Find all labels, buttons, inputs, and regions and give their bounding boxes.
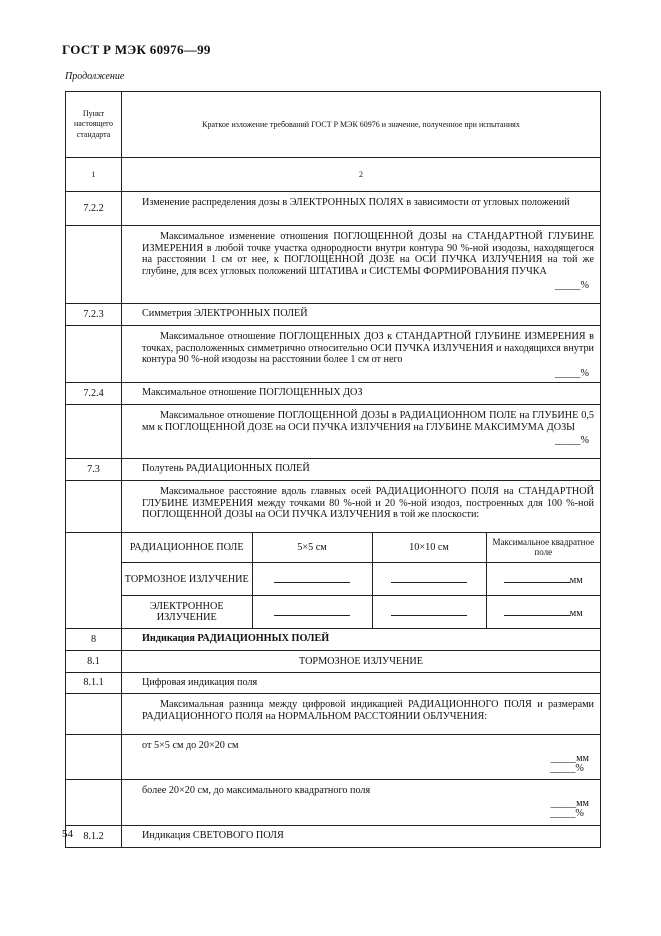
column-header-clause: Пункт настоящего стандарта (66, 92, 122, 158)
clause-number: 7.2.4 (66, 382, 122, 404)
result-field: _____% (555, 368, 589, 380)
requirement-text: Максимальное отношение ПОГЛОЩЕННЫХ ДОЗ к СТАНДАРТНОЙ ГЛУБИНЕ ИЗМЕРЕНИЯ в точках, расположенных симметрично относительно ОСИ ПУЧКА ИЗЛУЧЕНИЯ и находящихся внутри контура 90 %-ной изодозы на расстоянии более 1 см от него (142, 331, 594, 366)
table-row (66, 532, 601, 628)
result-field: _____% (555, 435, 589, 447)
clause-title: Максимальное отношение ПОГЛОЩЕННЫХ ДОЗ (122, 382, 601, 404)
table-row (66, 628, 601, 650)
document-header: ГОСТ Р МЭК 60976—99 (62, 42, 211, 57)
clause-number: 7.3 (66, 458, 122, 480)
table-row (66, 650, 601, 672)
penumbra-value-field (252, 563, 372, 596)
penumbra-header-5x5: 5×5 см (252, 533, 372, 563)
table-row (66, 672, 601, 693)
requirement-text: Максимальное расстояние вдоль главных осей РАДИАЦИОННОГО ПОЛЯ на СТАНДАРТНОЙ ГЛУБИНЕ ИЗМЕРЕНИЯ между точками 80 %-ной и 20 %-ной изодоз, построенных для 100 %-ной ПОГЛОЩЕННОЙ ДОЗЫ на ОСИ ПУЧКА ИЗЛУЧЕНИЯ в той же плоскости: (142, 485, 594, 521)
table-row (66, 734, 601, 779)
requirement-text: Максимальное изменение отношения ПОГЛОЩЕННОЙ ДОЗЫ на СТАНДАРТНОЙ ГЛУБИНЕ ИЗМЕРЕНИЯ в любой точке участка однородности внутри контура 90 %-ной изодозы, находящегося на расстоянии 1 см от нее, к ПОГЛОЩЕННОЙ ДОЗЕ на ОСИ ПУЧКА ИЗЛУЧЕНИЯ на той же глубине, для всех угловых положений ШТАТИВА и СИСТЕМЫ ФОРМИРОВАНИЯ ПУЧКА (142, 231, 594, 278)
result-field: _____мм _____% (549, 797, 589, 820)
penumbra-value-field (252, 596, 372, 628)
continuation-label: Продолжение (65, 71, 125, 82)
penumbra-header-10x10: 10×10 см (372, 533, 486, 563)
penumbra-value-field (372, 596, 486, 628)
table-row (66, 693, 601, 734)
range-label: более 20×20 см, до максимального квадратного поля (142, 784, 371, 796)
section-title: Индикация РАДИАЦИОННЫХ ПОЛЕЙ (122, 628, 601, 650)
section-number: 8 (66, 628, 122, 650)
table-row (66, 382, 601, 404)
penumbra-row-label: ЭЛЕКТРОННОЕ ИЗЛУЧЕНИЕ (122, 596, 252, 628)
clause-title: Симметрия ЭЛЕКТРОННЫХ ПОЛЕЙ (122, 304, 601, 326)
table-row (66, 404, 601, 458)
requirements-table (65, 91, 601, 848)
clause-number: 8.1.1 (66, 672, 122, 693)
penumbra-header-field: РАДИАЦИОННОЕ ПОЛЕ (122, 533, 252, 563)
clause-title: Изменение распределения дозы в ЭЛЕКТРОННЫХ ПОЛЯХ в зависимости от угловых положений (122, 192, 601, 226)
table-row (66, 304, 601, 326)
table-header-row (66, 92, 601, 158)
penumbra-table (122, 533, 600, 628)
table-row (66, 226, 601, 304)
penumbra-value-field: мм (486, 596, 600, 628)
result-field: _____% (555, 279, 589, 291)
range-label: от 5×5 см до 20×20 см (142, 739, 239, 751)
clause-number: 8.1.2 (66, 825, 122, 847)
requirement-text: Максимальное отношение ПОГЛОЩЕННОЙ ДОЗЫ в РАДИАЦИОННОМ ПОЛЕ на ГЛУБИНЕ 0,5 мм к ПОГЛОЩЕННОЙ ДОЗЕ на ОСИ ПУЧКА ИЗЛУЧЕНИЯ на ГЛУБИНЕ МАКСИМУМА ДОЗЫ (142, 409, 594, 433)
result-field: _____мм _____% (549, 752, 589, 775)
table-row (66, 779, 601, 825)
requirement-text: Максимальная разница между цифровой индикацией РАДИАЦИОННОГО ПОЛЯ и размерами РАДИАЦИОННОГО ПОЛЯ на НОРМАЛЬНОМ РАССТОЯНИИ ОБЛУЧЕНИЯ: (142, 698, 594, 722)
page-number: 54 (62, 828, 73, 840)
penumbra-header-max: Максимальное квадратное поле (486, 533, 600, 563)
table-row (66, 480, 601, 532)
table-row (66, 192, 601, 226)
clause-number: 7.2.3 (66, 304, 122, 326)
clause-number: 7.2.2 (66, 192, 122, 226)
table-row (66, 458, 601, 480)
penumbra-row-label: ТОРМОЗНОЕ ИЗЛУЧЕНИЕ (122, 563, 252, 596)
clause-title: Индикация СВЕТОВОГО ПОЛЯ (122, 825, 601, 847)
penumbra-value-field: мм (486, 563, 600, 596)
clause-title: Полутень РАДИАЦИОННЫХ ПОЛЕЙ (122, 458, 601, 480)
column-number-1: 1 (66, 158, 122, 192)
table-row (66, 825, 601, 847)
column-header-requirements: Краткое изложение требований ГОСТ Р МЭК 60976 и значение, полученное при испытаниях (122, 92, 601, 158)
column-number-row (66, 158, 601, 192)
penumbra-value-field (372, 563, 486, 596)
clause-title: ТОРМОЗНОЕ ИЗЛУЧЕНИЕ (122, 650, 601, 672)
clause-title: Цифровая индикация поля (122, 672, 601, 693)
clause-number: 8.1 (66, 650, 122, 672)
column-number-2: 2 (122, 158, 601, 192)
table-row (66, 326, 601, 383)
